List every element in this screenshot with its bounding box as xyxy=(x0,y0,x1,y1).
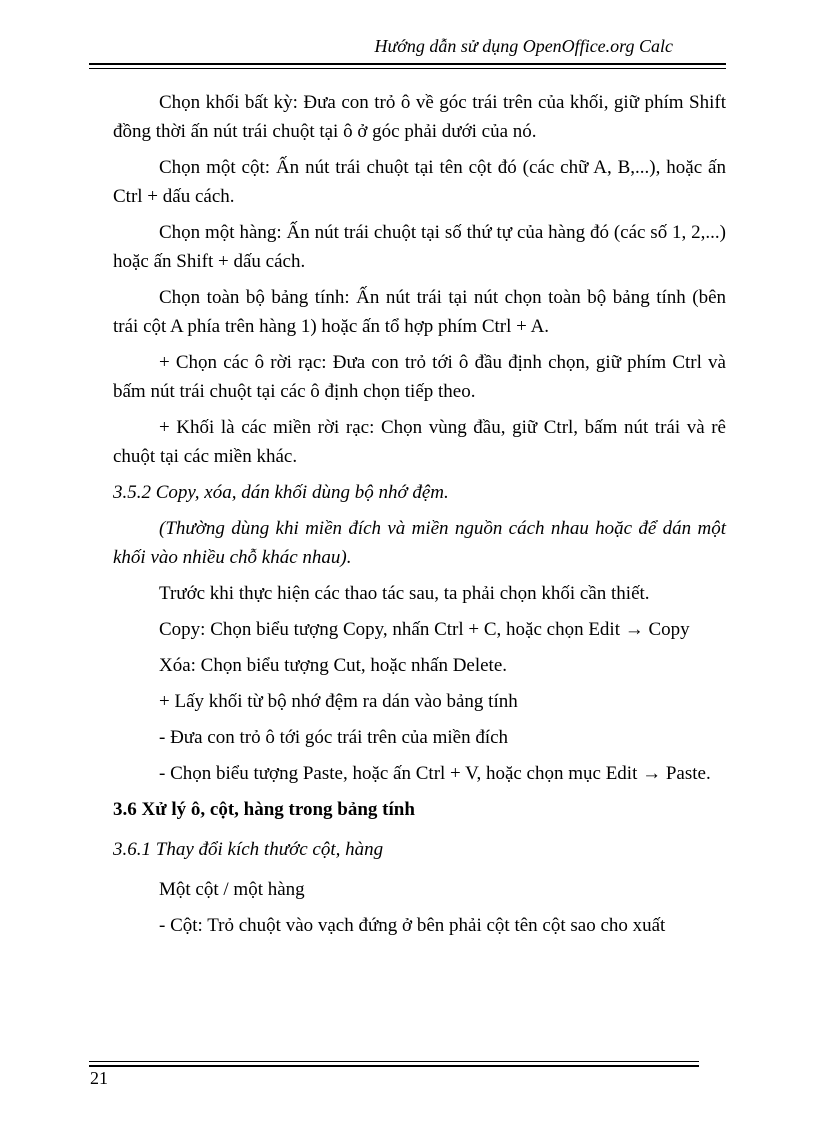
footer-rule-thick xyxy=(89,1065,699,1067)
section-heading-3-5-2: 3.5.2 Copy, xóa, dán khối dùng bộ nhớ đệm. xyxy=(113,482,449,503)
paragraph: + Khối là các miền rời rạc: Chọn vùng đầu, giữ Ctrl, bấm nút trái và rê chuột tại các miền khác. xyxy=(113,417,726,467)
paragraph: Chọn toàn bộ bảng tính: Ấn nút trái tại nút chọn toàn bộ bảng tính (bên trái cột A phía trên hàng 1) hoặc ấn tổ hợp phím Ctrl + A. xyxy=(113,287,726,337)
paragraph: - Chọn biểu tượng Paste, hoặc ấn Ctrl + V, hoặc chọn mục Edit → Paste. xyxy=(159,763,711,784)
paragraph: Chọn một hàng: Ấn nút trái chuột tại số thứ tự của hàng đó (các số 1, 2,...) hoặc ấn Shift + dấu cách. xyxy=(113,222,726,272)
section-note: (Thường dùng khi miền đích và miền nguồn cách nhau hoặc để dán một khối vào nhiều chỗ khác nhau). xyxy=(113,518,726,568)
paragraph: Một cột / một hàng xyxy=(159,879,305,900)
header-rule-thin xyxy=(89,68,726,69)
footer-rule-thin xyxy=(89,1061,699,1062)
paragraph: Trước khi thực hiện các thao tác sau, ta phải chọn khối cần thiết. xyxy=(159,583,650,604)
paragraph: + Lấy khối từ bộ nhớ đệm ra dán vào bảng tính xyxy=(159,691,518,712)
header-title: Hướng dẫn sử dụng OpenOffice.org Calc xyxy=(374,36,673,56)
page-body xyxy=(113,88,726,947)
header-rule-thick xyxy=(89,63,726,65)
section-heading-3-6-1: 3.6.1 Thay đổi kích thước cột, hàng xyxy=(113,839,384,860)
paragraph: Xóa: Chọn biểu tượng Cut, hoặc nhấn Delete. xyxy=(159,655,508,676)
page-number: 21 xyxy=(90,1068,108,1088)
paragraph: Chọn một cột: Ấn nút trái chuột tại tên cột đó (các chữ A, B,...), hoặc ấn Ctrl + dấu cách. xyxy=(113,157,726,207)
paragraph: - Cột: Trỏ chuột vào vạch đứng ở bên phải cột tên cột sao cho xuất xyxy=(159,915,666,936)
paragraph: - Đưa con trỏ ô tới góc trái trên của miền đích xyxy=(159,727,509,748)
paragraph: Copy: Chọn biểu tượng Copy, nhấn Ctrl + C, hoặc chọn Edit → Copy xyxy=(159,619,690,640)
section-heading-3-6: 3.6 Xử lý ô, cột, hàng trong bảng tính xyxy=(113,799,415,820)
paragraph: + Chọn các ô rời rạc: Đưa con trỏ tới ô đầu định chọn, giữ phím Ctrl và bấm nút trái chuột tại các ô định chọn tiếp theo. xyxy=(113,352,726,402)
paragraph: Chọn khối bất kỳ: Đưa con trỏ ô về góc trái trên của khối, giữ phím Shift đồng thời ấn nút trái chuột tại ô ở góc phải dưới của nó. xyxy=(113,92,726,142)
